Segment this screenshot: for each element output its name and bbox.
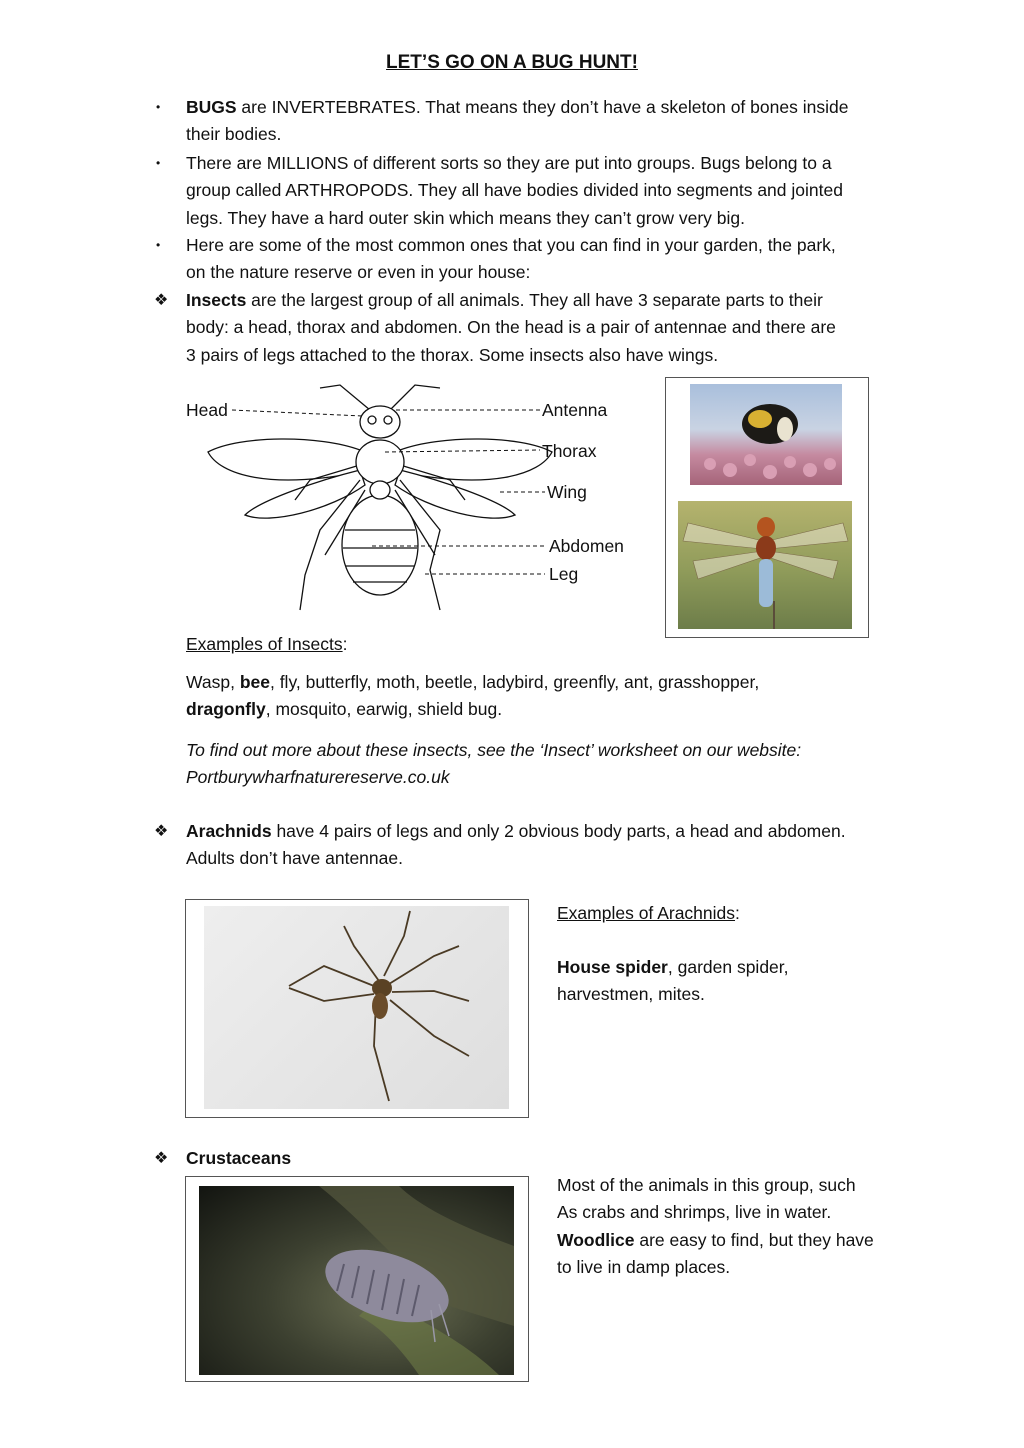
arachnids-bold: Arachnids bbox=[186, 821, 272, 841]
bullet-bugs bbox=[186, 94, 906, 149]
arachnid-examples-list bbox=[557, 954, 917, 1009]
label-antenna: Antenna bbox=[542, 400, 608, 420]
examples-bee: bee bbox=[239, 672, 270, 692]
common-line2: on the nature reserve or even in your house: bbox=[186, 262, 531, 283]
insects-line1: are the largest group of all animals. They all have 3 separate parts to their bbox=[246, 290, 823, 310]
label-head: Head bbox=[186, 400, 228, 420]
left-forewing bbox=[208, 439, 360, 480]
insect-diagram bbox=[200, 380, 560, 620]
insect-examples-heading bbox=[186, 631, 906, 658]
insects-line2: body: a head, thorax and abdomen. On the head is a pair of antennae and there are bbox=[186, 317, 836, 338]
crustaceans-line2: As crabs and shrimps, live in water. bbox=[557, 1202, 832, 1223]
examples-text: , fly, butterfly, moth, beetle, ladybird, greenfly, ant, grasshopper, bbox=[269, 672, 760, 692]
insects-line3: 3 pairs of legs attached to the thorax. Some insects also have wings. bbox=[186, 344, 719, 365]
arachnid-examples-title: Examples of Arachnids bbox=[557, 903, 736, 923]
insects-intro bbox=[186, 287, 906, 369]
bugs-bold: BUGS bbox=[186, 97, 237, 117]
arachnid-examples-colon: : bbox=[735, 903, 740, 923]
page-title: LET’S GO ON A BUG HUNT! bbox=[386, 52, 638, 73]
insect-examples-colon: : bbox=[342, 634, 348, 654]
arachnid-examples-text2: harvestmen, mites. bbox=[557, 984, 705, 1005]
millions-line3: legs. They have a hard outer skin which means they can’t grow very big. bbox=[186, 207, 745, 228]
examples-dragonfly: dragonfly bbox=[186, 699, 266, 720]
crustaceans-line4: to live in damp places. bbox=[557, 1256, 731, 1277]
woodlouse-photo bbox=[199, 1186, 514, 1375]
bullet-icon: • bbox=[156, 100, 161, 114]
insect-more-info bbox=[186, 737, 906, 792]
crustaceans-line3: are easy to find, but they have bbox=[634, 1229, 874, 1250]
house-spider-photo bbox=[204, 906, 509, 1109]
head-leader bbox=[232, 410, 362, 416]
diamond-bullet-icon: ❖ bbox=[154, 292, 169, 309]
bugs-text-line2: their bodies. bbox=[186, 124, 282, 145]
website-url: Portburywharfnaturereserve.co.uk bbox=[186, 767, 450, 788]
label-wing: Wing bbox=[547, 482, 587, 502]
insect-examples-list bbox=[186, 669, 906, 724]
millions-line1: There are MILLIONS of different sorts so they are put into groups. Bugs belong to a bbox=[186, 153, 832, 173]
crustaceans-description bbox=[557, 1172, 917, 1281]
bullet-icon: • bbox=[156, 156, 161, 170]
arachnid-examples-heading bbox=[557, 900, 917, 927]
bumblebee-photo bbox=[690, 384, 842, 485]
crustaceans-heading bbox=[186, 1145, 906, 1172]
crustaceans-line1: Most of the animals in this group, such bbox=[557, 1175, 856, 1195]
diamond-bullet-icon: ❖ bbox=[154, 1150, 169, 1167]
insect-examples-title: Examples of Insects bbox=[186, 634, 343, 654]
more-info-line1: To find out more about these insects, see the ‘Insect’ worksheet on our website: bbox=[186, 740, 802, 760]
arachnids-line2: Adults don’t have antennae. bbox=[186, 848, 403, 869]
right-forewing bbox=[400, 439, 552, 480]
examples-text: Wasp, bbox=[186, 672, 240, 692]
common-line1: Here are some of the most common ones that you can find in your garden, the park, bbox=[186, 235, 836, 255]
examples-house-spider: House spider bbox=[557, 957, 668, 977]
label-abdomen: Abdomen bbox=[549, 536, 624, 556]
arachnids-line1: have 4 pairs of legs and only 2 obvious body parts, a head and abdomen. bbox=[271, 821, 846, 841]
bullet-common bbox=[186, 232, 906, 287]
insects-bold: Insects bbox=[186, 290, 247, 310]
crustaceans-bold: Crustaceans bbox=[186, 1148, 292, 1168]
millions-line2: group called ARTHROPODS. They all have bodies divided into segments and jointed bbox=[186, 180, 843, 201]
arachnids-intro bbox=[186, 818, 906, 873]
woodlice-bold: Woodlice bbox=[557, 1229, 635, 1250]
label-thorax: Thorax bbox=[542, 441, 597, 461]
arachnid-examples-text: , garden spider, bbox=[667, 957, 789, 977]
label-leg: Leg bbox=[549, 564, 579, 584]
bullet-millions bbox=[186, 150, 906, 232]
bullet-icon: • bbox=[156, 238, 161, 252]
bugs-text: are INVERTEBRATES. That means they don’t have a skeleton of bones inside bbox=[236, 97, 849, 117]
dragonfly-photo bbox=[678, 501, 852, 629]
diamond-bullet-icon: ❖ bbox=[154, 823, 169, 840]
examples-text: , mosquito, earwig, shield bug. bbox=[265, 699, 503, 720]
